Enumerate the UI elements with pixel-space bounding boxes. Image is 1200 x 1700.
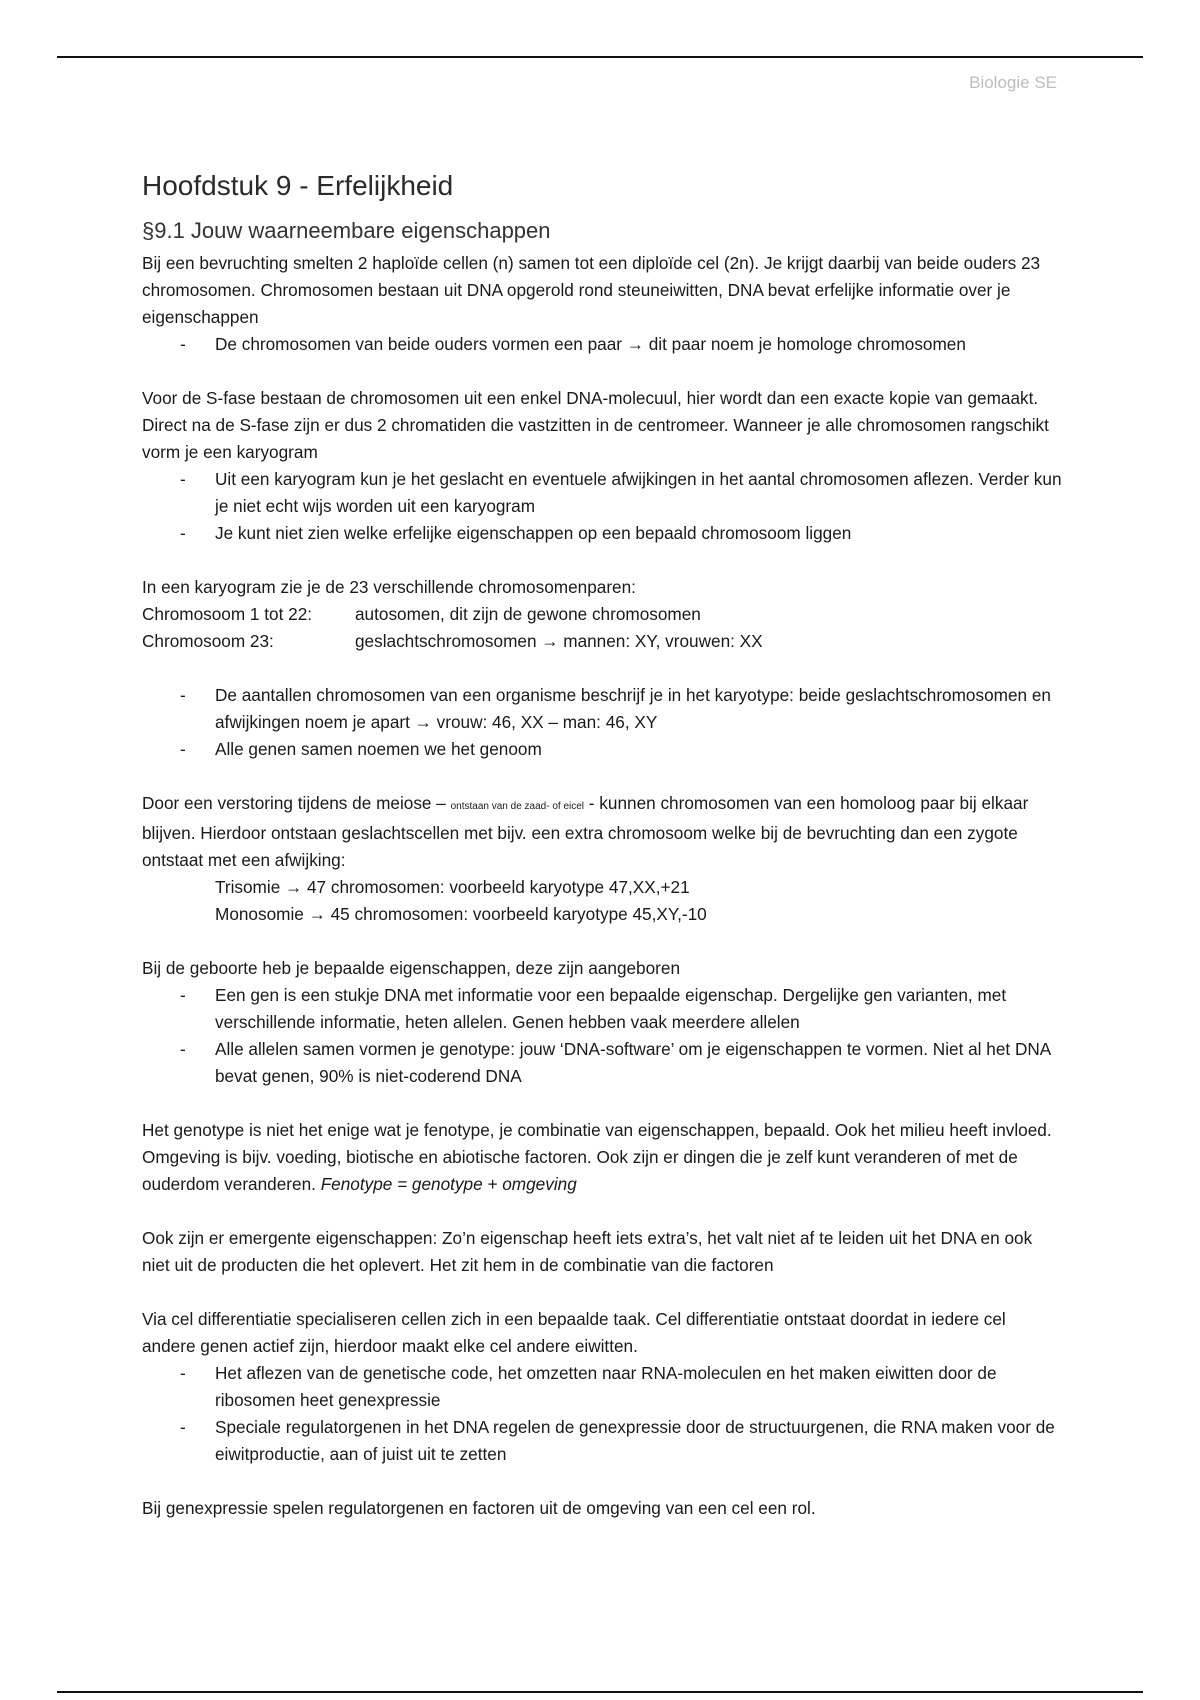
paragraph-gene-expression: Bij genexpressie spelen regulatorgenen en factoren uit de omgeving van een cel een rol. — [142, 1498, 816, 1518]
bullet-list-expression — [142, 1360, 1062, 1468]
indented-line: Monosomie → 45 chromosomen: voorbeeld karyotype 45,XY,-10 — [215, 904, 707, 924]
bullet-list-karyogram — [142, 466, 1062, 547]
paragraph-birth: Bij de geboorte heb je bepaalde eigenschappen, deze zijn aangeboren — [142, 958, 681, 978]
running-header: Biologie SE — [969, 73, 1057, 92]
list-item: - De chromosomen van beide ouders vormen een paar → dit paar noem je homologe chromosomen — [142, 331, 1062, 358]
header-rule — [57, 56, 1143, 58]
list-item: - Het aflezen van de genetische code, het omzetten naar RNA-moleculen en het maken eiwitten door de ribosomen heet genexpressie — [142, 1360, 1062, 1414]
list-item: - Je kunt niet zien welke erfelijke eigenschappen op een bepaald chromosoom liggen — [142, 520, 1062, 547]
section-title: §9.1 Jouw waarneembare eigenschappen — [142, 218, 551, 243]
footer-rule — [57, 1691, 1143, 1693]
definition-term: Chromosoom 1 tot 22: — [142, 604, 313, 624]
definition-desc: geslachtschromosomen → mannen: XY, vrouwen: XX — [355, 631, 763, 651]
paragraph-differentiation: Via cel differentiatie specialiseren cellen zich in een bepaalde taak. Cel differentiatie ontstaat doordat in iedere cel andere genen actief zijn, hierdoor maakt elke cel andere eiwitten. — [142, 1309, 1006, 1356]
definition-row — [142, 601, 1062, 628]
definition-desc: autosomen, dit zijn de gewone chromosomen — [355, 604, 701, 624]
paragraph-fertilization: Bij een bevruchting smelten 2 haploïde cellen (n) samen tot een diploïde cel (2n). Je krijgt daarbij van beide ouders 23 chromosomen. Chromosomen bestaan uit DNA opgerold rond steuneiwitten, DNA bevat erfelijke informatie over je eigenschappen — [142, 253, 1041, 327]
list-item: - Alle allelen samen vormen je genotype: jouw ‘DNA-software’ om je eigenschappen te vormen. Niet al het DNA bevat genen, 90% is niet-coderend DNA — [142, 1036, 1062, 1090]
list-item: - De aantallen chromosomen van een organisme beschrijf je in het karyotype: beide geslachtschromosomen en afwijkingen noem je apart → vrouw: 46, XX – man: 46, XY — [142, 682, 1062, 736]
document-body — [142, 166, 1062, 1522]
paragraph-meiosis: Door een verstoring tijdens de meiose – ontstaan van de zaad- of eicel - kunnen chromosomen van een homoloog paar bij elkaar blijven. Hierdoor ontstaan geslachtscellen met bijv. een extra chromosoom welke bij de bevruchting dan een zygote ontstaat met een afwijking: — [142, 793, 1029, 870]
bullet-list-homologous — [142, 331, 1062, 358]
chapter-title: Hoofdstuk 9 - Erfelijkheid — [142, 170, 454, 201]
paragraph-chromosome-pairs: In een karyogram zie je de 23 verschillende chromosomenparen: — [142, 577, 636, 597]
list-item: - Alle genen samen noemen we het genoom — [142, 736, 1062, 763]
paragraph-emergent: Ook zijn er emergente eigenschappen: Zo’n eigenschap heeft iets extra’s, het valt niet af te leiden uit het DNA en ook niet uit de producten die het oplevert. Het zit hem in de combinatie van die factoren — [142, 1228, 1033, 1275]
phenotype-formula: Fenotype = genotype + omgeving — [320, 1174, 577, 1194]
bullet-list-alleles — [142, 982, 1062, 1090]
paragraph-s-phase: Voor de S-fase bestaan de chromosomen uit een enkel DNA-molecuul, hier wordt dan een exacte kopie van gemaakt. Direct na de S-fase zijn er dus 2 chromatiden die vastzitten in de centromeer. Wanneer je alle chromosomen rangschikt vorm je een karyogram — [142, 388, 1049, 462]
list-item: - Uit een karyogram kun je het geslacht en eventuele afwijkingen in het aantal chromosomen aflezen. Verder kun je niet echt wijs worden uit een karyogram — [142, 466, 1062, 520]
list-item: - Speciale regulatorgenen in het DNA regelen de genexpressie door de structuurgenen, die RNA maken voor de eiwitproductie, aan of juist uit te zetten — [142, 1414, 1062, 1468]
definition-row — [142, 628, 1062, 655]
definition-term: Chromosoom 23: — [142, 631, 274, 651]
indented-line: Trisomie → 47 chromosomen: voorbeeld karyotype 47,XX,+21 — [215, 877, 690, 897]
list-item: - Een gen is een stukje DNA met informatie voor een bepaalde eigenschap. Dergelijke gen varianten, met verschillende informatie, heten allelen. Genen hebben vaak meerdere allelen — [142, 982, 1062, 1036]
small-note: ontstaan van de zaad- of eicel — [450, 801, 585, 812]
bullet-list-karyotype — [142, 682, 1062, 763]
paragraph-phenotype: Het genotype is niet het enige wat je fenotype, je combinatie van eigenschappen, bepaald. Ook het milieu heeft invloed. Omgeving is bijv. voeding, biotische en abiotische factoren. Ook zijn er dingen die je zelf kunt veranderen of met de ouderdom veranderen. Fenotype = genotype + omgeving — [142, 1120, 1052, 1194]
